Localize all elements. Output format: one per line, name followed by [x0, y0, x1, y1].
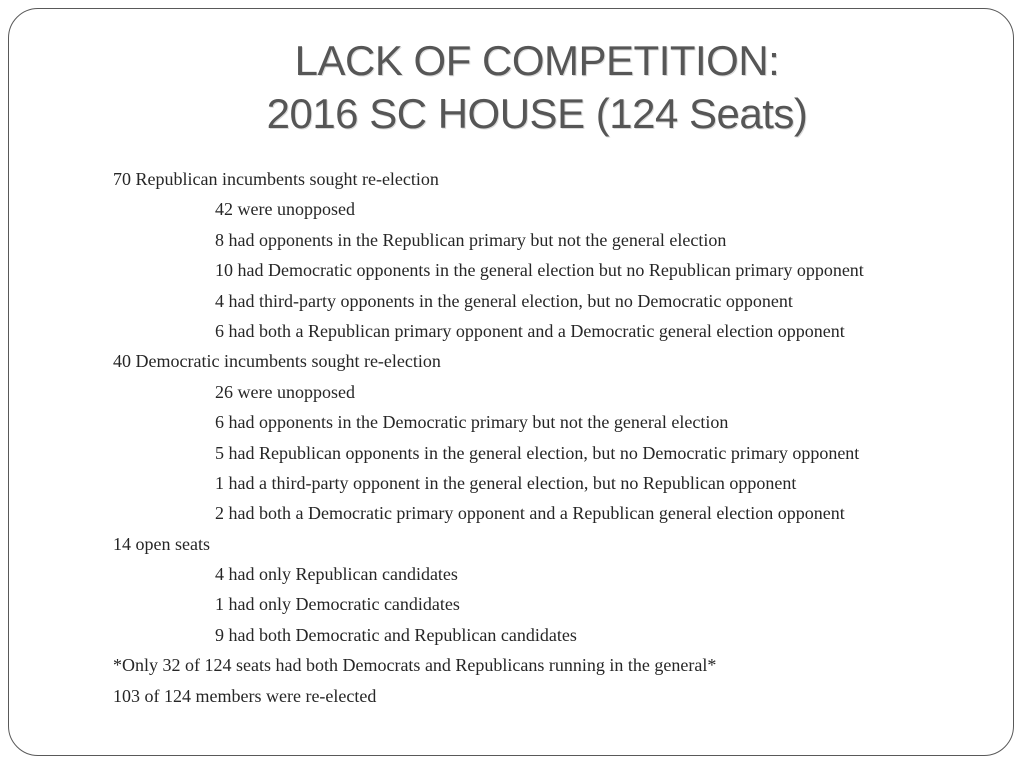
list-item: 1 had only Democratic candidates [215, 594, 460, 615]
both-parties-note: *Only 32 of 124 seats had both Democrats and Republicans running in the general* [113, 655, 717, 676]
list-item: 4 had third-party opponents in the general election, but no Democratic opponent [215, 290, 793, 311]
title-line-1: LACK OF COMPETITION: [294, 37, 780, 84]
republican-incumbents-heading: 70 Republican incumbents sought re-election [113, 169, 439, 189]
list-item: 4 had only Republican candidates [215, 564, 458, 585]
list-item: 10 had Democratic opponents in the general election but no Republican primary opponent [215, 260, 864, 281]
democratic-incumbents-heading: 40 Democratic incumbents sought re-election [113, 351, 441, 372]
list-item: 6 had opponents in the Democratic primary but not the general election [215, 412, 729, 433]
slide-title [0, 34, 1024, 140]
list-item: 5 had Republican opponents in the general election, but no Democratic primary opponent [215, 442, 860, 463]
list-item: 42 were unopposed [215, 199, 355, 220]
list-item: 1 had a third-party opponent in the general election, but no Republican opponent [215, 472, 797, 493]
list-item: 6 had both a Republican primary opponent and a Democratic general election opponent [215, 320, 845, 341]
list-item: 2 had both a Democratic primary opponent and a Republican general election opponent [215, 503, 845, 524]
slide-body [113, 164, 993, 711]
open-seats-heading: 14 open seats [113, 533, 210, 554]
list-item: 26 were unopposed [215, 381, 355, 402]
re-elected-note: 103 of 124 members were re-elected [113, 685, 377, 706]
list-item: 9 had both Democratic and Republican candidates [215, 624, 577, 645]
list-item: 8 had opponents in the Republican primary but not the general election [215, 229, 727, 250]
title-line-2: 2016 SC HOUSE (124 Seats) [266, 90, 808, 137]
